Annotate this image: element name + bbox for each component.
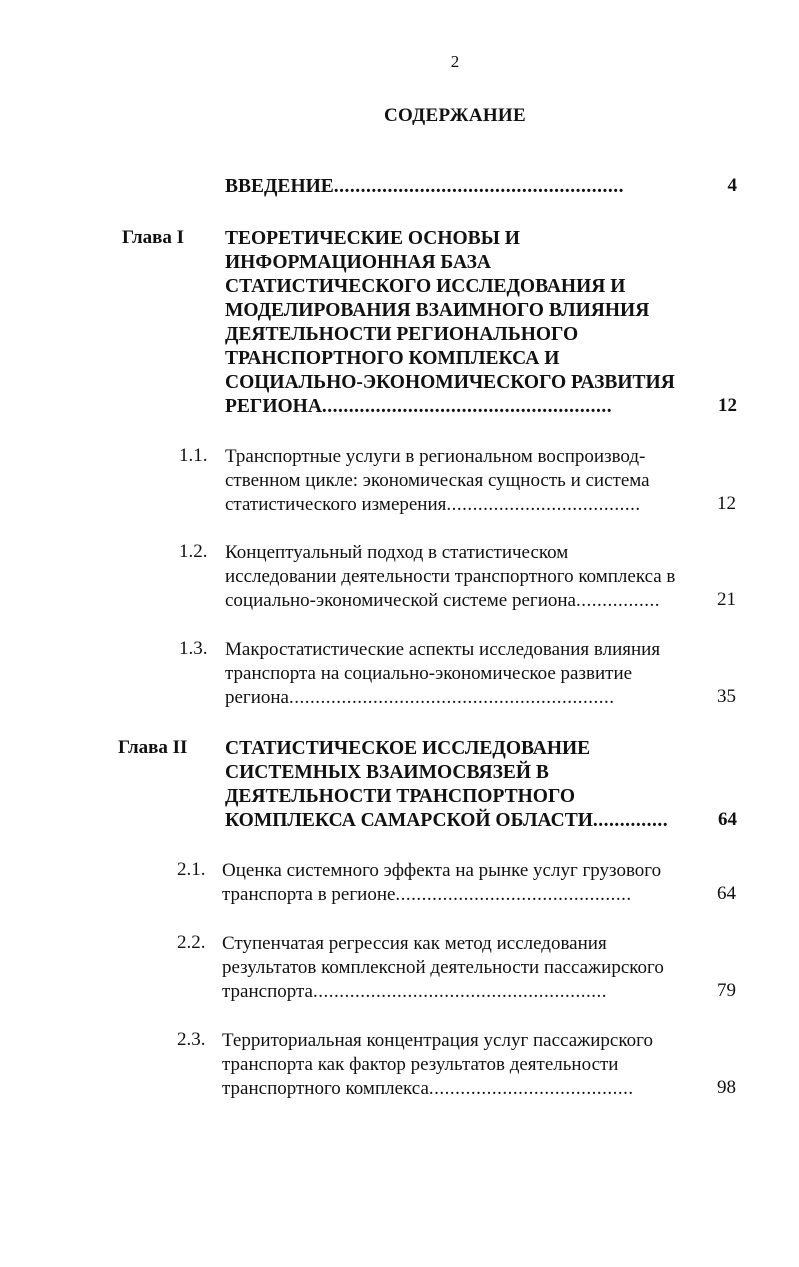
toc-entry-title-line: Ступенчатая регрессия как метод исследования	[222, 933, 607, 954]
toc-entry-title-line: статистического измерения	[225, 494, 447, 515]
toc-entry-title-line: Макростатистические аспекты исследования влияния	[225, 639, 661, 660]
toc-entry-title-line: СОЦИАЛЬНО-ЭКОНОМИЧЕСКОГО РАЗВИТИЯ	[225, 372, 675, 393]
toc-leader-dots: .....................................	[446, 494, 641, 515]
toc-page-number: 35	[717, 686, 736, 707]
toc-entry-title-line: транспорта	[222, 981, 313, 1002]
toc-entry-title-line: СИСТЕМНЫХ ВЗАИМОСВЯЗЕЙ В	[225, 762, 549, 783]
toc-entry-title-line: исследовании деятельности транспортного комплекса в	[225, 566, 676, 587]
toc-page-number: 12	[717, 493, 736, 514]
toc-section-label: 2.3.	[177, 1029, 206, 1050]
toc-leader-dots: ................	[575, 590, 660, 611]
toc-entry-title-line: результатов комплексной деятельности пассажирского	[222, 957, 664, 978]
toc-leader-dots: ..............................................................	[289, 687, 615, 708]
toc-entry-title-line: ТРАНСПОРТНОГО КОМПЛЕКСА И	[225, 348, 560, 369]
toc-leader-dots: ......................................................	[333, 176, 625, 197]
toc-entry-title-line: СТАТИСТИЧЕСКОЕ ИССЛЕДОВАНИЕ	[225, 738, 591, 759]
toc-section-label: 1.1.	[179, 445, 208, 466]
toc-page-number: 12	[718, 395, 737, 416]
toc-page-number: 64	[717, 883, 736, 904]
toc-page-number: 64	[718, 809, 737, 830]
toc-entry-title-line: Транспортные услуги в региональном воспроизвод-	[225, 446, 646, 467]
toc-page-number: 4	[727, 175, 737, 196]
toc-entry-title-line: транспорта на социально-экономическое развитие	[225, 663, 633, 684]
toc-entry-title-line: Территориальная концентрация услуг пассажирского	[222, 1030, 653, 1051]
toc-entry-title-line: ИНФОРМАЦИОННАЯ БАЗА	[225, 252, 492, 273]
toc-section-label: 1.3.	[179, 638, 208, 659]
toc-entry-title-line: ДЕЯТЕЛЬНОСТИ РЕГИОНАЛЬНОГО	[225, 324, 579, 345]
toc-entry-title-line: РЕГИОНА	[225, 396, 322, 417]
toc-chapter-label: Глава I	[122, 227, 185, 248]
toc-entry-title-line: транспорта как фактор результатов деятельности	[222, 1054, 619, 1075]
toc-chapter-label: Глава II	[118, 737, 188, 758]
toc-page-number: 79	[717, 980, 736, 1001]
toc-leader-dots: ........................................................	[312, 981, 607, 1002]
toc-section-label: 2.2.	[177, 932, 206, 953]
toc-entry-title-line: ТЕОРЕТИЧЕСКИЕ ОСНОВЫ И	[225, 228, 520, 249]
toc-entry-title-line: социально-экономической системе региона	[225, 590, 576, 611]
toc-entry-title-line: Концептуальный подход в статистическом	[225, 542, 569, 563]
toc-section-label: 2.1.	[177, 859, 206, 880]
toc-page-number: 21	[717, 589, 736, 610]
toc-entry-title-line: транспорта в регионе	[222, 884, 396, 905]
toc-entry-title-line: ДЕЯТЕЛЬНОСТИ ТРАНСПОРТНОГО	[225, 786, 576, 807]
toc-leader-dots: ..............	[592, 810, 669, 831]
page-title: СОДЕРЖАНИЕ	[384, 105, 526, 126]
toc-leader-dots: .......................................	[428, 1078, 634, 1099]
page-number: 2	[450, 52, 460, 71]
toc-entry-title-line: КОМПЛЕКСА САМАРСКОЙ ОБЛАСТИ	[225, 810, 593, 831]
toc-leader-dots: .............................................	[395, 884, 632, 905]
toc-entry-title-line: ВВЕДЕНИЕ	[225, 176, 334, 197]
toc-entry-title-line: Оценка системного эффекта на рынке услуг грузового	[222, 860, 662, 881]
toc-entry-title-line: МОДЕЛИРОВАНИЯ ВЗАИМНОГО ВЛИЯНИЯ	[225, 300, 650, 321]
toc-entry-title-line: транспортного комплекса	[222, 1078, 429, 1099]
toc-entry-title-line: ственном цикле: экономическая сущность и система	[225, 470, 650, 491]
toc-entry-title-line: СТАТИСТИЧЕСКОГО ИССЛЕДОВАНИЯ И	[225, 276, 626, 297]
toc-section-label: 1.2.	[179, 541, 208, 562]
toc-page-number: 98	[717, 1077, 736, 1098]
toc-leader-dots: ......................................................	[321, 396, 613, 417]
toc-entry-title-line: региона	[225, 687, 289, 708]
